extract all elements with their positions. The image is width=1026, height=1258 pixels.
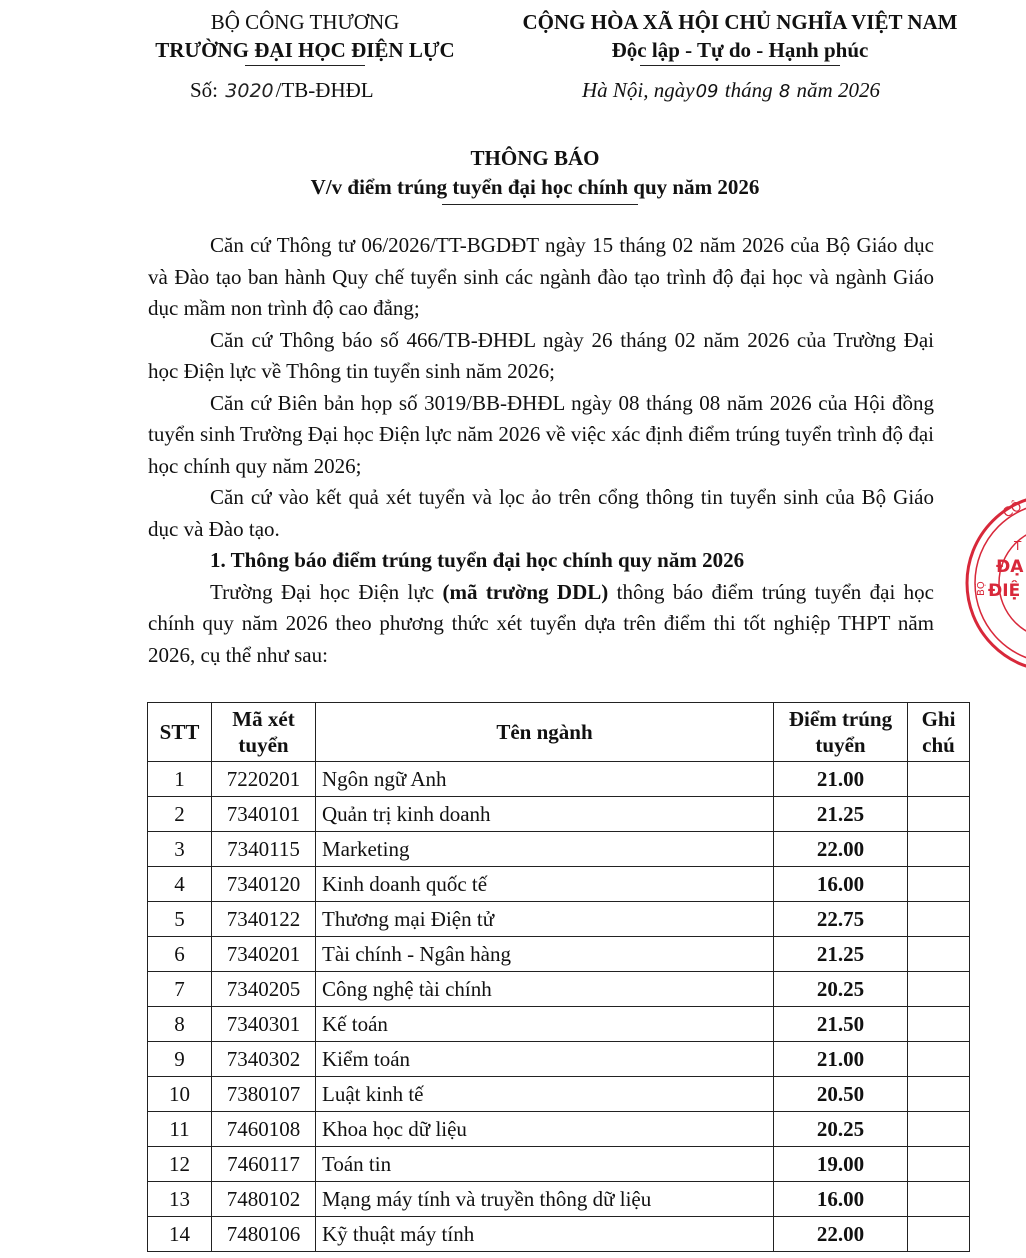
row-note [908, 797, 970, 832]
ministry-name: BỘ CÔNG THƯƠNG [210, 10, 400, 34]
header-score: Điểm trúng tuyển [774, 703, 908, 762]
row-note [908, 832, 970, 867]
row-code: 7480102 [212, 1182, 316, 1217]
row-score: 22.00 [774, 1217, 908, 1252]
table-row [148, 762, 970, 797]
seal-text-line3: ĐIỆ [988, 581, 1021, 601]
row-stt: 5 [148, 902, 212, 937]
date-year: năm 2026 [796, 78, 880, 102]
row-stt: 8 [148, 1007, 212, 1042]
document-number [190, 76, 374, 105]
row-major: Luật kinh tế [316, 1077, 774, 1112]
announcement-paragraph [148, 577, 934, 672]
row-major: Kinh doanh quốc tế [316, 867, 774, 902]
row-note [908, 1182, 970, 1217]
table-row [148, 1182, 970, 1217]
school-code-text: (mã trường DDL) [442, 579, 609, 604]
row-code: 7340101 [212, 797, 316, 832]
row-note [908, 972, 970, 1007]
row-major: Toán tin [316, 1147, 774, 1182]
row-score: 22.75 [774, 902, 908, 937]
header-stt: STT [148, 703, 212, 762]
row-stt: 6 [148, 937, 212, 972]
row-code: 7340301 [212, 1007, 316, 1042]
row-note [908, 937, 970, 972]
table-row [148, 797, 970, 832]
legal-basis-2: Căn cứ Thông báo số 466/TB-ĐHĐL ngày 26 tháng 02 năm 2026 của Trường Đại học Điện lực về Thông tin tuyển sinh năm 2026; [148, 327, 934, 383]
doc-number-prefix: Số: [190, 78, 219, 102]
legal-basis-1: Căn cứ Thông tư 06/2026/TT-BGDĐT ngày 15 tháng 02 năm 2026 của Bộ Giáo dục và Đào tạo ban hành Quy chế tuyển sinh các ngành đào tạo trình độ đại học và ngành Giáo dục mầm non trình độ cao đẳng; [148, 233, 934, 320]
row-code: 7340122 [212, 902, 316, 937]
row-stt: 11 [148, 1112, 212, 1147]
school-name: TRƯỜNG ĐẠI HỌC ĐIỆN LỰC [155, 38, 455, 62]
place-and-date [582, 76, 880, 106]
row-stt: 13 [148, 1182, 212, 1217]
legal-basis-4: Căn cứ vào kết quả xét tuyển và lọc ảo trên cổng thông tin tuyển sinh của Bộ Giáo dục và Đào tạo. [148, 485, 934, 541]
doc-number-handwritten: 3020 [225, 80, 274, 102]
seal-text-line1: T [1014, 539, 1022, 553]
table-row [148, 1217, 970, 1252]
row-code: 7460108 [212, 1112, 316, 1147]
nation-name: CỘNG HÒA XÃ HỘI CHỦ NGHĨA VIỆT NAM [522, 10, 958, 34]
row-major: Kế toán [316, 1007, 774, 1042]
row-score: 19.00 [774, 1147, 908, 1182]
row-major: Công nghệ tài chính [316, 972, 774, 1007]
row-major: Quản trị kinh doanh [316, 797, 774, 832]
legal-basis-3: Căn cứ Biên bản họp số 3019/BB-ĐHĐL ngày 08 tháng 08 năm 2026 của Hội đồng tuyển sinh Trường Đại học Điện lực năm 2026 về việc xác định điểm trúng tuyển trình độ đại học chính quy năm 2026; [148, 390, 934, 478]
table-body [148, 762, 970, 1252]
row-stt: 7 [148, 972, 212, 1007]
seal-text-side: BỘ [976, 581, 987, 596]
title-subject: V/v điểm trúng tuyển đại học chính quy năm 2026 [310, 175, 760, 199]
row-code: 7340201 [212, 937, 316, 972]
row-note [908, 1112, 970, 1147]
row-score: 21.00 [774, 762, 908, 797]
row-note [908, 1007, 970, 1042]
table-row [148, 1007, 970, 1042]
row-stt: 14 [148, 1217, 212, 1252]
row-note [908, 1042, 970, 1077]
row-score: 21.00 [774, 1042, 908, 1077]
row-note [908, 1147, 970, 1182]
date-month-word: tháng [724, 78, 773, 102]
row-code: 7340302 [212, 1042, 316, 1077]
row-score: 20.50 [774, 1077, 908, 1112]
row-score: 22.00 [774, 832, 908, 867]
motto-underline [640, 65, 840, 66]
row-stt: 2 [148, 797, 212, 832]
title-underline [442, 204, 638, 205]
row-score: 21.50 [774, 1007, 908, 1042]
row-note [908, 762, 970, 797]
row-note [908, 902, 970, 937]
row-note [908, 1077, 970, 1112]
table-row [148, 832, 970, 867]
table-row [148, 1147, 970, 1182]
seal-text-top: CÔ [1000, 498, 1025, 522]
table-row [148, 972, 970, 1007]
row-stt: 10 [148, 1077, 212, 1112]
announcement-text-a: Trường Đại học Điện lực [210, 579, 443, 604]
doc-number-suffix: /TB-ĐHĐL [275, 78, 374, 102]
row-stt: 12 [148, 1147, 212, 1182]
document-body [148, 230, 934, 671]
row-stt: 1 [148, 762, 212, 797]
row-major: Tài chính - Ngân hàng [316, 937, 774, 972]
row-code: 7340115 [212, 832, 316, 867]
table-row [148, 1112, 970, 1147]
row-code: 7340120 [212, 867, 316, 902]
row-score: 20.25 [774, 1112, 908, 1147]
header-note: Ghi chú [908, 703, 970, 762]
row-score: 16.00 [774, 867, 908, 902]
row-code: 7220201 [212, 762, 316, 797]
announcement-text-c: thông báo điểm trúng tuyển đại học chính quy năm 2026 theo phương thức xét tuyển dựa trên điểm thi tốt nghiệp THPT năm 2026, cụ thể như sau: [148, 579, 934, 667]
row-score: 20.25 [774, 972, 908, 1007]
seal-text-line2: ĐẠ [996, 557, 1024, 577]
section-heading-1: 1. Thông báo điểm trúng tuyển đại học chính quy năm 2026 [210, 548, 745, 572]
row-major: Kỹ thuật máy tính [316, 1217, 774, 1252]
row-note [908, 1217, 970, 1252]
row-major: Khoa học dữ liệu [316, 1112, 774, 1147]
official-seal [960, 488, 1026, 678]
admission-score-table [147, 702, 970, 1252]
row-score: 21.25 [774, 937, 908, 972]
document-title [0, 144, 1026, 205]
row-major: Thương mại Điện tử [316, 902, 774, 937]
row-code: 7460117 [212, 1147, 316, 1182]
date-prefix: Hà Nội, ngày [582, 78, 695, 102]
date-day-handwritten: 09 [695, 81, 719, 102]
row-major: Mạng máy tính và truyền thông dữ liệu [316, 1182, 774, 1217]
row-stt: 4 [148, 867, 212, 902]
row-note [908, 867, 970, 902]
table-row [148, 902, 970, 937]
row-code: 7480106 [212, 1217, 316, 1252]
row-major: Ngôn ngữ Anh [316, 762, 774, 797]
national-heading [490, 8, 990, 66]
national-motto: Độc lập - Tự do - Hạnh phúc [611, 38, 869, 62]
table-row [148, 1077, 970, 1112]
table-row [148, 937, 970, 972]
row-stt: 3 [148, 832, 212, 867]
date-month-handwritten: 8 [778, 81, 791, 102]
header-code: Mã xét tuyển [212, 703, 316, 762]
row-stt: 9 [148, 1042, 212, 1077]
issuer-block [120, 8, 490, 66]
row-score: 21.25 [774, 797, 908, 832]
table-header-row [148, 703, 970, 762]
table-row [148, 1042, 970, 1077]
row-code: 7380107 [212, 1077, 316, 1112]
row-major: Marketing [316, 832, 774, 867]
table-row [148, 867, 970, 902]
header-major: Tên ngành [316, 703, 774, 762]
title-main: THÔNG BÁO [470, 146, 600, 170]
issuer-underline [245, 65, 365, 66]
row-code: 7340205 [212, 972, 316, 1007]
row-major: Kiểm toán [316, 1042, 774, 1077]
row-score: 16.00 [774, 1182, 908, 1217]
